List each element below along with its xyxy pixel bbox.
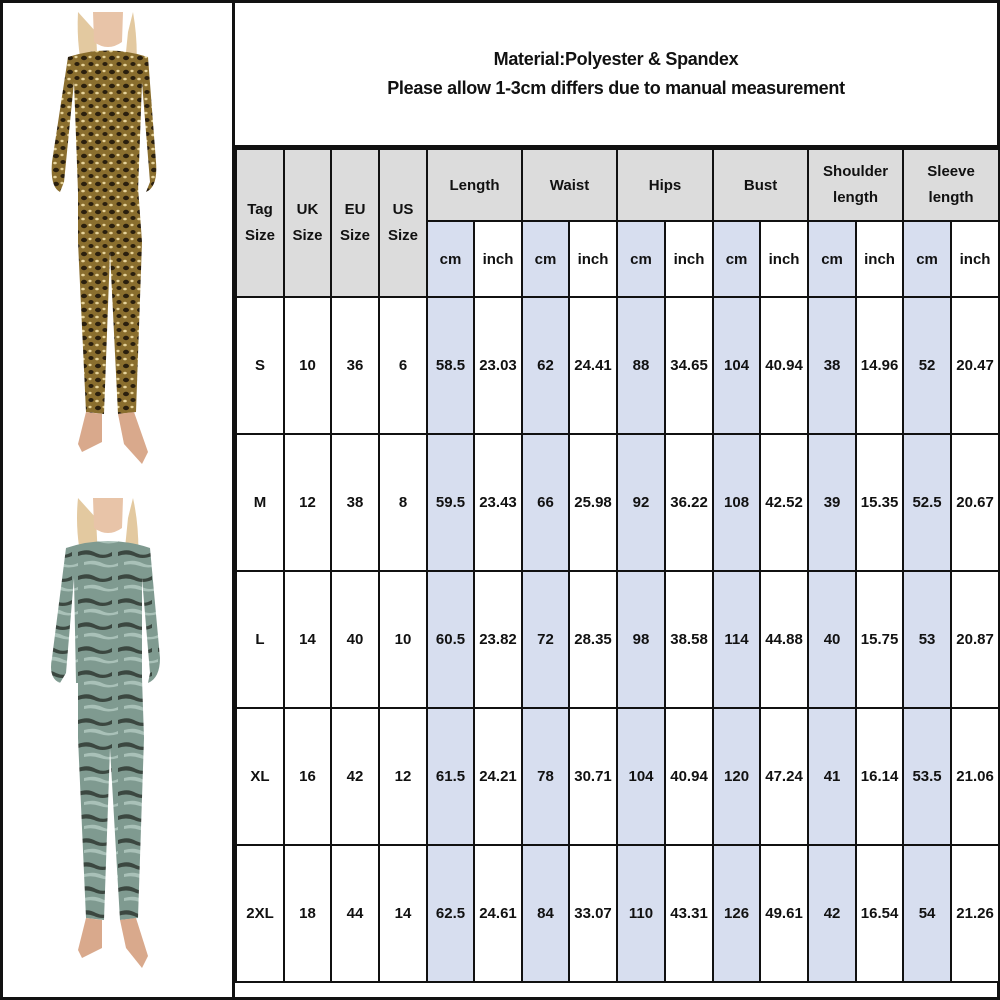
bust-cm: 120: [713, 708, 760, 845]
measurement-disclaimer: Please allow 1-3cm differs due to manual measurement: [387, 78, 845, 98]
unit-cm: cm: [713, 221, 760, 297]
length-cm: 59.5: [427, 434, 474, 571]
unit-inch: inch: [474, 221, 522, 297]
uk-size: 10: [284, 297, 331, 434]
bust-inch: 47.24: [760, 708, 808, 845]
unit-inch: inch: [951, 221, 999, 297]
waist-inch: 28.35: [569, 571, 617, 708]
header-eu-size: EU Size: [331, 149, 379, 297]
waist-inch: 30.71: [569, 708, 617, 845]
camo-model-image: [38, 498, 198, 978]
hips-inch: 38.58: [665, 571, 713, 708]
hips-inch: 43.31: [665, 845, 713, 982]
length-cm: 61.5: [427, 708, 474, 845]
hips-inch: 36.22: [665, 434, 713, 571]
length-cm: 62.5: [427, 845, 474, 982]
waist-cm: 84: [522, 845, 569, 982]
waist-inch: 24.41: [569, 297, 617, 434]
sleeve-inch: 21.06: [951, 708, 999, 845]
header-hips: Hips: [617, 149, 713, 221]
header-uk-size: UK Size: [284, 149, 331, 297]
length-cm: 60.5: [427, 571, 474, 708]
hips-cm: 104: [617, 708, 665, 845]
header-shoulder-length: Shoulder length: [808, 149, 903, 221]
sleeve-cm: 52: [903, 297, 951, 434]
unit-inch: inch: [569, 221, 617, 297]
tag-size: 2XL: [236, 845, 284, 982]
header-length: Length: [427, 149, 522, 221]
shoulder-inch: 16.14: [856, 708, 903, 845]
length-inch: 24.21: [474, 708, 522, 845]
tag-size: XL: [236, 708, 284, 845]
size-chart-table: [235, 148, 1000, 983]
eu-size: 36: [331, 297, 379, 434]
uk-size: 14: [284, 571, 331, 708]
tag-size: L: [236, 571, 284, 708]
bust-cm: 104: [713, 297, 760, 434]
bust-inch: 49.61: [760, 845, 808, 982]
unit-inch: inch: [665, 221, 713, 297]
us-size: 6: [379, 297, 427, 434]
table-row-s: [236, 297, 999, 434]
unit-cm: cm: [903, 221, 951, 297]
table-row-2xl: [236, 845, 999, 982]
us-size: 12: [379, 708, 427, 845]
us-size: 14: [379, 845, 427, 982]
us-size: 8: [379, 434, 427, 571]
table-row-l: [236, 571, 999, 708]
sleeve-inch: 21.26: [951, 845, 999, 982]
length-inch: 23.82: [474, 571, 522, 708]
shoulder-cm: 39: [808, 434, 856, 571]
waist-cm: 62: [522, 297, 569, 434]
table-row-xl: [236, 708, 999, 845]
us-size: 10: [379, 571, 427, 708]
uk-size: 12: [284, 434, 331, 571]
sleeve-cm: 54: [903, 845, 951, 982]
sleeve-inch: 20.67: [951, 434, 999, 571]
length-inch: 23.43: [474, 434, 522, 571]
waist-inch: 25.98: [569, 434, 617, 571]
length-inch: 23.03: [474, 297, 522, 434]
hips-inch: 40.94: [665, 708, 713, 845]
header-sleeve-length: Sleeve length: [903, 149, 999, 221]
shoulder-cm: 42: [808, 845, 856, 982]
unit-cm: cm: [522, 221, 569, 297]
sleeve-cm: 53.5: [903, 708, 951, 845]
eu-size: 44: [331, 845, 379, 982]
hips-cm: 110: [617, 845, 665, 982]
sleeve-inch: 20.87: [951, 571, 999, 708]
shoulder-cm: 40: [808, 571, 856, 708]
sleeve-cm: 53: [903, 571, 951, 708]
tag-size: M: [236, 434, 284, 571]
bust-inch: 42.52: [760, 434, 808, 571]
hips-cm: 88: [617, 297, 665, 434]
header-tag-size: Tag Size: [236, 149, 284, 297]
waist-cm: 66: [522, 434, 569, 571]
sleeve-cm: 52.5: [903, 434, 951, 571]
shoulder-cm: 41: [808, 708, 856, 845]
header-us-size: US Size: [379, 149, 427, 297]
unit-cm: cm: [808, 221, 856, 297]
material-text: Material:Polyester & Spandex: [493, 49, 739, 69]
header-row-measurements: [236, 149, 999, 221]
unit-inch: inch: [856, 221, 903, 297]
bust-inch: 40.94: [760, 297, 808, 434]
table-row-m: [236, 434, 999, 571]
bust-inch: 44.88: [760, 571, 808, 708]
hips-cm: 98: [617, 571, 665, 708]
hips-inch: 34.65: [665, 297, 713, 434]
waist-cm: 72: [522, 571, 569, 708]
header-waist: Waist: [522, 149, 617, 221]
tag-size: S: [236, 297, 284, 434]
bust-cm: 108: [713, 434, 760, 571]
product-photo-panel: [0, 0, 235, 1000]
shoulder-cm: 38: [808, 297, 856, 434]
bust-cm: 126: [713, 845, 760, 982]
bust-cm: 114: [713, 571, 760, 708]
unit-cm: cm: [617, 221, 665, 297]
unit-cm: cm: [427, 221, 474, 297]
length-inch: 24.61: [474, 845, 522, 982]
eu-size: 42: [331, 708, 379, 845]
eu-size: 38: [331, 434, 379, 571]
header-bust: Bust: [713, 149, 808, 221]
sleeve-inch: 20.47: [951, 297, 999, 434]
shoulder-inch: 15.75: [856, 571, 903, 708]
length-cm: 58.5: [427, 297, 474, 434]
waist-inch: 33.07: [569, 845, 617, 982]
shoulder-inch: 15.35: [856, 434, 903, 571]
eu-size: 40: [331, 571, 379, 708]
material-note: [235, 3, 997, 148]
unit-inch: inch: [760, 221, 808, 297]
leopard-model-image: [38, 12, 198, 482]
shoulder-inch: 14.96: [856, 297, 903, 434]
uk-size: 18: [284, 845, 331, 982]
waist-cm: 78: [522, 708, 569, 845]
shoulder-inch: 16.54: [856, 845, 903, 982]
uk-size: 16: [284, 708, 331, 845]
hips-cm: 92: [617, 434, 665, 571]
